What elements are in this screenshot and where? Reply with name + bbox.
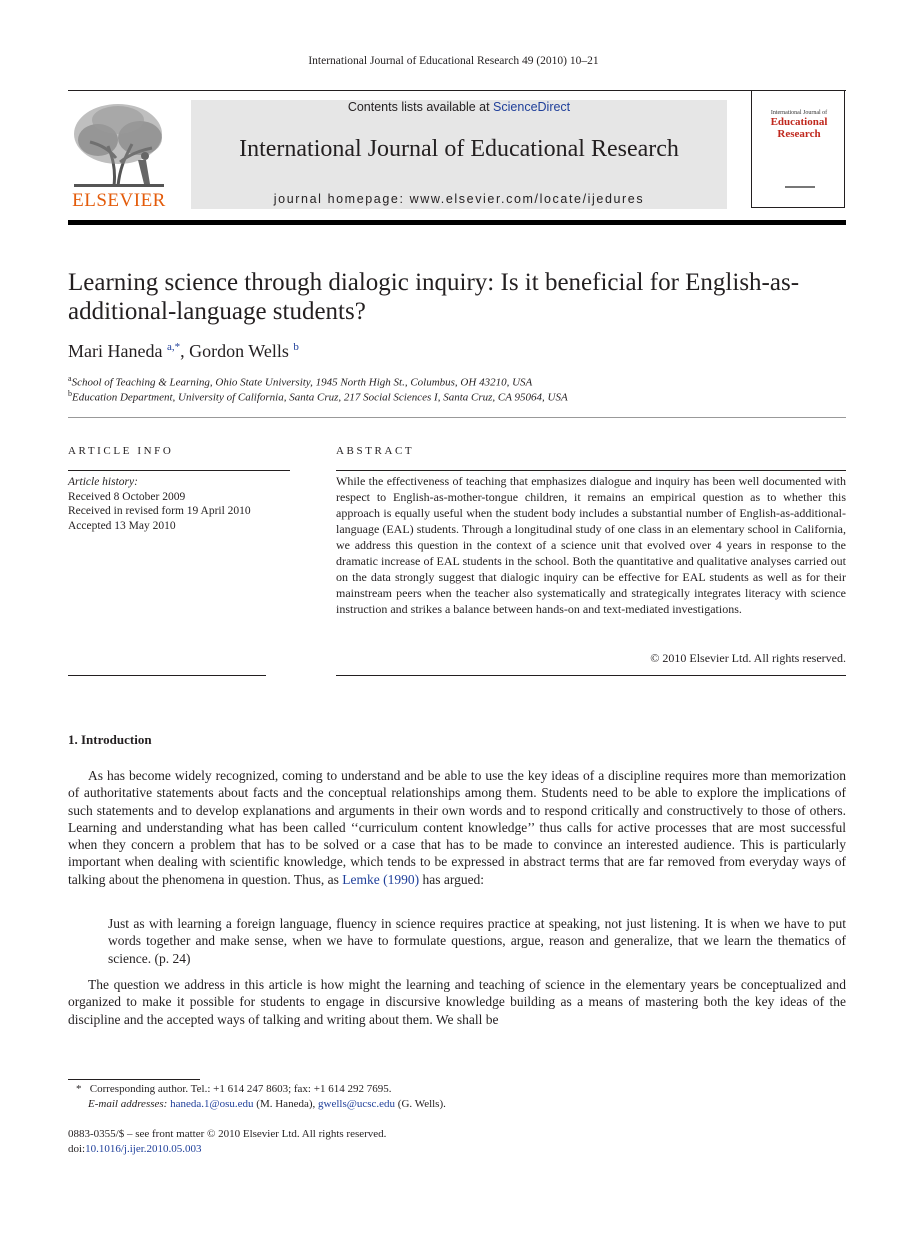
abstract-rule xyxy=(336,470,846,471)
abstract-bottom-rule xyxy=(336,675,846,676)
affil-b-mark: b xyxy=(68,389,72,398)
abstract-copyright: © 2010 Elsevier Ltd. All rights reserved. xyxy=(650,651,846,665)
article-info-heading: ARTICLE INFO xyxy=(68,445,174,457)
email1-owner: (M. Haneda), xyxy=(253,1098,318,1110)
email-label: E-mail addresses: xyxy=(88,1098,168,1110)
para1-text: As has become widely recognized, coming to understand and be able to use the key ideas of a discipline requires more than memorization of authoritative statements about facts and the conceptual relationships among them. Students need to be able to explore the implications of such statements and to develop explanations and arguments in their own words and to respond critically and constructively to those of others. Learning and understanding what has been called ‘‘curriculum content knowledge’’ thus calls for active processes that are most successful when they concern a problem that has to be solved or a case that has to be made to convince an interested audience. This is particularly important when dealing with scientific knowledge, which tends to be expressed in abstract terms that are far removed from everyday ways of talking about the phenomena in question. Thus, as xyxy=(68,768,846,887)
abstract-heading: ABSTRACT xyxy=(336,445,415,457)
email2-owner: (G. Wells). xyxy=(395,1098,446,1110)
corresponding-text: Corresponding author. Tel.: +1 614 247 8603; fax: +1 614 292 7695. xyxy=(89,1083,392,1095)
author-list xyxy=(68,341,299,362)
affil-a-mark: a xyxy=(68,374,72,383)
header-thick-rule xyxy=(68,220,846,225)
issn-line: 0883-0355/$ – see front matter © 2010 Elsevier Ltd. All rights reserved. xyxy=(68,1128,387,1140)
author-2: Gordon Wells xyxy=(189,341,289,361)
running-head: International Journal of Educational Research 49 (2010) 10–21 xyxy=(308,55,599,67)
revised-date: Received in revised form 19 April 2010 xyxy=(68,505,251,517)
doi-line xyxy=(68,1143,202,1155)
contents-prefix: Contents lists available at xyxy=(347,100,494,114)
elsevier-wordmark: ELSEVIER xyxy=(72,190,166,211)
article-info-rule xyxy=(68,470,290,471)
section-heading-introduction: 1. Introduction xyxy=(68,732,152,747)
footnote-star: * xyxy=(76,1083,82,1095)
cover-title-small: International Journal of xyxy=(770,110,828,116)
article-info-bottom-rule xyxy=(68,675,266,676)
cover-publisher-mark xyxy=(785,184,815,190)
doi-prefix: doi: xyxy=(68,1143,86,1155)
article-title: Learning science through dialogic inquiry: Is it beneficial for English-as-additional-language students? xyxy=(68,269,800,325)
article-history xyxy=(68,475,251,533)
divider xyxy=(68,417,846,418)
author-1-affil-mark[interactable]: a,* xyxy=(166,341,181,353)
contents-line xyxy=(191,100,727,114)
affil-b-text: Education Department, University of California, Santa Cruz, 217 Social Sciences I, Santa Cruz, CA 95064, USA xyxy=(72,391,568,404)
sciencedirect-link[interactable]: ScienceDirect xyxy=(493,100,571,114)
cover-title-line3: Research xyxy=(777,128,821,140)
abstract-text: While the effectiveness of teaching that emphasizes dialogue and inquiry has been well documented with respect to English-as-mother-tongue children, it remains an empirical question as to whether this approach is equally useful when the student body includes a substantial number of English-as-additional-language (EAL) students. Through a longitudinal study of one class in an elementary school in California, we address this question in the context of a science unit that evolved over 4 years in response to the dramatic increase of EAL students in the school. Both the quantitative and qualitative analyses carried out on the data strongly suggest that dialogic inquiry can be effective for EAL students as well as for their mainstream peers when the teacher also systematically and strategically integrates literacy with science instruction and strikes a balance between hands-on and text-mediated investigations. xyxy=(336,474,846,616)
affiliation-b xyxy=(68,389,568,404)
journal-homepage[interactable]: journal homepage: www.elsevier.com/locate/ijedures xyxy=(273,192,645,206)
email-link-wells[interactable]: gwells@ucsc.edu xyxy=(318,1098,396,1110)
block-quote: Just as with learning a foreign language, fluency in science requires practice at speaking, not just listening. It is when we have to put words together and make sense, when we have to formulate questions, argue, reason and generalize, that we learn the thematics of science. (p. 24) xyxy=(108,916,846,966)
para1-tail: has argued: xyxy=(419,871,485,887)
affil-a-text: School of Teaching & Learning, Ohio State University, 1945 North High St., Columbus, OH 43210, USA xyxy=(71,376,533,389)
footnote-rule xyxy=(68,1079,200,1080)
citation-link-lemke[interactable]: Lemke (1990) xyxy=(342,871,420,887)
author-separator: , xyxy=(180,341,190,361)
body-paragraph-1 xyxy=(68,767,846,888)
journal-name: International Journal of Educational Research xyxy=(239,136,679,162)
doi-link[interactable]: 10.1016/j.ijer.2010.05.003 xyxy=(85,1143,202,1155)
cover-title xyxy=(757,116,841,140)
cover-title-line2: Educational xyxy=(770,116,828,128)
body-paragraph-2: The question we address in this article is how might the learning and teaching of science in the elementary years be conceptualized and organized to make it possible for students to engage in discursive knowledge building as a means of mastering both the key ideas of the discipline and the accepted ways of talking and writing about them. We shall be xyxy=(68,977,846,1027)
email-link-haneda[interactable]: haneda.1@osu.edu xyxy=(170,1098,254,1110)
journal-cover-thumbnail xyxy=(751,90,845,208)
author-2-affil-mark[interactable]: b xyxy=(293,341,299,353)
footnote-corresponding xyxy=(76,1083,391,1095)
footnote-emails xyxy=(88,1098,446,1110)
history-label: Article history: xyxy=(68,476,138,488)
received-date: Received 8 October 2009 xyxy=(68,490,186,503)
affiliation-a xyxy=(68,374,532,389)
accepted-date: Accepted 13 May 2010 xyxy=(68,519,176,532)
author-1: Mari Haneda xyxy=(68,341,163,361)
top-rule xyxy=(68,90,846,91)
